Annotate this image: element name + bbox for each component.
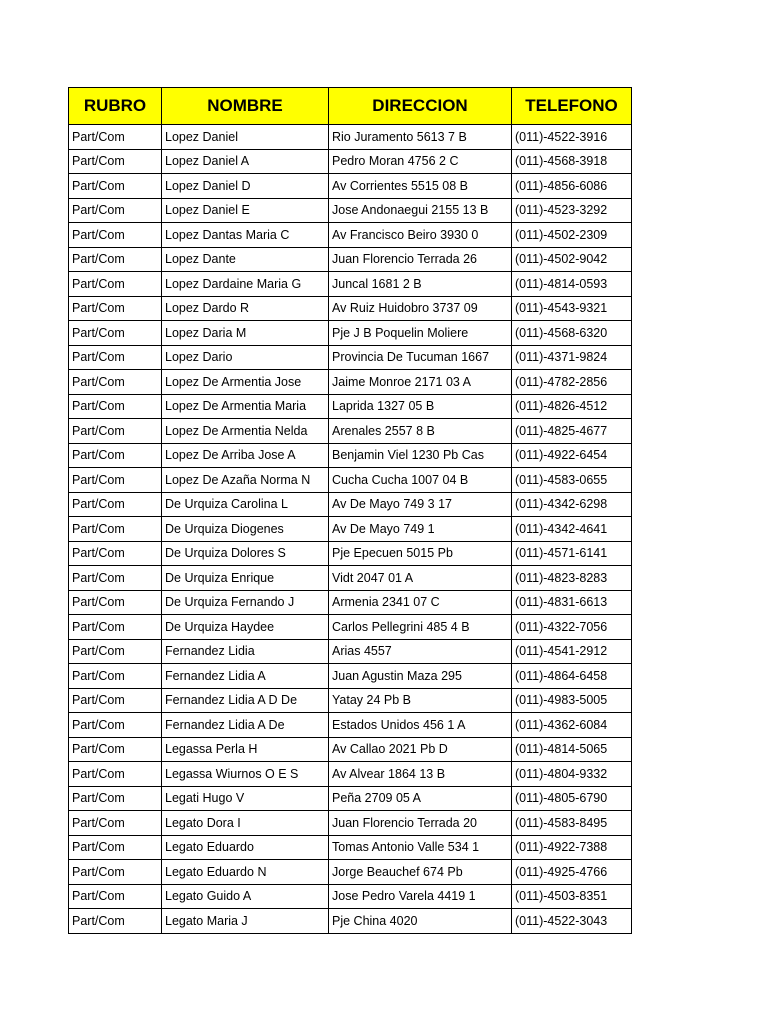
rubro-cell: Part/Com: [69, 590, 162, 615]
rubro-cell: Part/Com: [69, 419, 162, 444]
direccion-cell: Av Alvear 1864 13 B: [329, 762, 512, 787]
nombre-cell: Lopez Dantas Maria C: [162, 223, 329, 248]
direccion-cell: Pje China 4020: [329, 909, 512, 934]
table-row: [69, 566, 632, 591]
nombre-cell: Lopez De Azaña Norma N: [162, 468, 329, 493]
rubro-cell: Part/Com: [69, 394, 162, 419]
telefono-cell: (011)-4322-7056: [512, 615, 632, 640]
nombre-cell: Lopez Daniel A: [162, 149, 329, 174]
rubro-cell: Part/Com: [69, 688, 162, 713]
table-row: [69, 174, 632, 199]
telefono-cell: (011)-4583-8495: [512, 811, 632, 836]
nombre-cell: Legato Guido A: [162, 884, 329, 909]
direccion-cell: Av Francisco Beiro 3930 0: [329, 223, 512, 248]
direccion-cell: Av Callao 2021 Pb D: [329, 737, 512, 762]
header-direccion: DIRECCION: [329, 88, 512, 125]
nombre-cell: Fernandez Lidia: [162, 639, 329, 664]
telefono-cell: (011)-4922-6454: [512, 443, 632, 468]
rubro-cell: Part/Com: [69, 492, 162, 517]
direccion-cell: Pje Epecuen 5015 Pb: [329, 541, 512, 566]
nombre-cell: Lopez Daniel D: [162, 174, 329, 199]
direccion-cell: Av Ruiz Huidobro 3737 09: [329, 296, 512, 321]
table-row: [69, 639, 632, 664]
direccion-cell: Juan Florencio Terrada 26: [329, 247, 512, 272]
nombre-cell: Legato Eduardo: [162, 835, 329, 860]
nombre-cell: Legato Eduardo N: [162, 860, 329, 885]
telefono-cell: (011)-4502-9042: [512, 247, 632, 272]
telefono-cell: (011)-4925-4766: [512, 860, 632, 885]
telefono-cell: (011)-4568-6320: [512, 321, 632, 346]
rubro-cell: Part/Com: [69, 149, 162, 174]
direccion-cell: Arenales 2557 8 B: [329, 419, 512, 444]
direccion-cell: Tomas Antonio Valle 534 1: [329, 835, 512, 860]
table-row: [69, 272, 632, 297]
telefono-cell: (011)-4782-2856: [512, 370, 632, 395]
telefono-cell: (011)-4814-5065: [512, 737, 632, 762]
table-row: [69, 688, 632, 713]
telefono-cell: (011)-4543-9321: [512, 296, 632, 321]
table-row: [69, 443, 632, 468]
rubro-cell: Part/Com: [69, 370, 162, 395]
direccion-cell: Av De Mayo 749 1: [329, 517, 512, 542]
nombre-cell: De Urquiza Diogenes: [162, 517, 329, 542]
direccion-cell: Laprida 1327 05 B: [329, 394, 512, 419]
table-row: [69, 664, 632, 689]
rubro-cell: Part/Com: [69, 541, 162, 566]
rubro-cell: Part/Com: [69, 713, 162, 738]
rubro-cell: Part/Com: [69, 443, 162, 468]
header-telefono: TELEFONO: [512, 88, 632, 125]
rubro-cell: Part/Com: [69, 272, 162, 297]
nombre-cell: De Urquiza Enrique: [162, 566, 329, 591]
telefono-cell: (011)-4804-9332: [512, 762, 632, 787]
direccion-cell: Armenia 2341 07 C: [329, 590, 512, 615]
table-row: [69, 198, 632, 223]
telefono-cell: (011)-4983-5005: [512, 688, 632, 713]
table-row: [69, 811, 632, 836]
nombre-cell: Fernandez Lidia A: [162, 664, 329, 689]
rubro-cell: Part/Com: [69, 762, 162, 787]
direccion-cell: Jaime Monroe 2171 03 A: [329, 370, 512, 395]
direccion-cell: Cucha Cucha 1007 04 B: [329, 468, 512, 493]
direccion-cell: Yatay 24 Pb B: [329, 688, 512, 713]
direccion-cell: Jose Andonaegui 2155 13 B: [329, 198, 512, 223]
rubro-cell: Part/Com: [69, 639, 162, 664]
header-row: [69, 88, 632, 125]
table-row: [69, 345, 632, 370]
direccion-cell: Peña 2709 05 A: [329, 786, 512, 811]
table-row: [69, 370, 632, 395]
telefono-cell: (011)-4362-6084: [512, 713, 632, 738]
telefono-cell: (011)-4831-6613: [512, 590, 632, 615]
nombre-cell: Lopez Dardaine Maria G: [162, 272, 329, 297]
direccion-cell: Estados Unidos 456 1 A: [329, 713, 512, 738]
table-row: [69, 835, 632, 860]
telefono-cell: (011)-4805-6790: [512, 786, 632, 811]
nombre-cell: Lopez De Arriba Jose A: [162, 443, 329, 468]
rubro-cell: Part/Com: [69, 517, 162, 542]
telefono-cell: (011)-4503-8351: [512, 884, 632, 909]
telefono-cell: (011)-4814-0593: [512, 272, 632, 297]
table-row: [69, 860, 632, 885]
table-row: [69, 125, 632, 150]
telefono-cell: (011)-4541-2912: [512, 639, 632, 664]
telefono-cell: (011)-4522-3916: [512, 125, 632, 150]
telefono-cell: (011)-4502-2309: [512, 223, 632, 248]
table-row: [69, 517, 632, 542]
table-row: [69, 223, 632, 248]
telefono-cell: (011)-4826-4512: [512, 394, 632, 419]
rubro-cell: Part/Com: [69, 664, 162, 689]
nombre-cell: Lopez Dardo R: [162, 296, 329, 321]
table-row: [69, 321, 632, 346]
rubro-cell: Part/Com: [69, 860, 162, 885]
nombre-cell: De Urquiza Dolores S: [162, 541, 329, 566]
rubro-cell: Part/Com: [69, 125, 162, 150]
table-body: [69, 125, 632, 934]
nombre-cell: Legato Maria J: [162, 909, 329, 934]
direccion-cell: Jorge Beauchef 674 Pb: [329, 860, 512, 885]
rubro-cell: Part/Com: [69, 909, 162, 934]
table-row: [69, 149, 632, 174]
table-row: [69, 541, 632, 566]
telefono-cell: (011)-4342-4641: [512, 517, 632, 542]
table-row: [69, 468, 632, 493]
table-row: [69, 762, 632, 787]
table-row: [69, 296, 632, 321]
direccion-cell: Pedro Moran 4756 2 C: [329, 149, 512, 174]
table-row: [69, 713, 632, 738]
table-row: [69, 737, 632, 762]
telefono-cell: (011)-4922-7388: [512, 835, 632, 860]
nombre-cell: Lopez Daria M: [162, 321, 329, 346]
nombre-cell: Lopez De Armentia Maria: [162, 394, 329, 419]
nombre-cell: Lopez De Armentia Nelda: [162, 419, 329, 444]
rubro-cell: Part/Com: [69, 737, 162, 762]
direccion-cell: Juan Agustin Maza 295: [329, 664, 512, 689]
table-row: [69, 909, 632, 934]
header-rubro: RUBRO: [69, 88, 162, 125]
table-row: [69, 786, 632, 811]
table-row: [69, 590, 632, 615]
direccion-cell: Rio Juramento 5613 7 B: [329, 125, 512, 150]
direccion-cell: Benjamin Viel 1230 Pb Cas: [329, 443, 512, 468]
nombre-cell: Lopez Dario: [162, 345, 329, 370]
telefono-cell: (011)-4571-6141: [512, 541, 632, 566]
telefono-cell: (011)-4864-6458: [512, 664, 632, 689]
rubro-cell: Part/Com: [69, 296, 162, 321]
direccion-cell: Pje J B Poquelin Moliere: [329, 321, 512, 346]
nombre-cell: Legato Dora I: [162, 811, 329, 836]
rubro-cell: Part/Com: [69, 321, 162, 346]
nombre-cell: Legassa Perla H: [162, 737, 329, 762]
telefono-cell: (011)-4823-8283: [512, 566, 632, 591]
nombre-cell: De Urquiza Fernando J: [162, 590, 329, 615]
rubro-cell: Part/Com: [69, 884, 162, 909]
nombre-cell: Fernandez Lidia A De: [162, 713, 329, 738]
telefono-cell: (011)-4856-6086: [512, 174, 632, 199]
directory-table: [68, 87, 632, 934]
telefono-cell: (011)-4583-0655: [512, 468, 632, 493]
rubro-cell: Part/Com: [69, 811, 162, 836]
nombre-cell: Legassa Wiurnos O E S: [162, 762, 329, 787]
telefono-cell: (011)-4342-6298: [512, 492, 632, 517]
table-row: [69, 884, 632, 909]
nombre-cell: Lopez Daniel: [162, 125, 329, 150]
telefono-cell: (011)-4568-3918: [512, 149, 632, 174]
telefono-cell: (011)-4825-4677: [512, 419, 632, 444]
rubro-cell: Part/Com: [69, 223, 162, 248]
table-row: [69, 247, 632, 272]
rubro-cell: Part/Com: [69, 247, 162, 272]
rubro-cell: Part/Com: [69, 786, 162, 811]
direccion-cell: Arias 4557: [329, 639, 512, 664]
table-row: [69, 615, 632, 640]
direccion-cell: Juan Florencio Terrada 20: [329, 811, 512, 836]
rubro-cell: Part/Com: [69, 198, 162, 223]
direccion-cell: Jose Pedro Varela 4419 1: [329, 884, 512, 909]
nombre-cell: De Urquiza Haydee: [162, 615, 329, 640]
telefono-cell: (011)-4523-3292: [512, 198, 632, 223]
telefono-cell: (011)-4371-9824: [512, 345, 632, 370]
rubro-cell: Part/Com: [69, 566, 162, 591]
nombre-cell: Lopez De Armentia Jose: [162, 370, 329, 395]
direccion-cell: Av De Mayo 749 3 17: [329, 492, 512, 517]
nombre-cell: De Urquiza Carolina L: [162, 492, 329, 517]
rubro-cell: Part/Com: [69, 615, 162, 640]
direccion-cell: Provincia De Tucuman 1667: [329, 345, 512, 370]
table-row: [69, 492, 632, 517]
telefono-cell: (011)-4522-3043: [512, 909, 632, 934]
rubro-cell: Part/Com: [69, 345, 162, 370]
table-row: [69, 394, 632, 419]
direccion-cell: Carlos Pellegrini 485 4 B: [329, 615, 512, 640]
nombre-cell: Lopez Daniel E: [162, 198, 329, 223]
rubro-cell: Part/Com: [69, 468, 162, 493]
nombre-cell: Fernandez Lidia A D De: [162, 688, 329, 713]
rubro-cell: Part/Com: [69, 835, 162, 860]
direccion-cell: Juncal 1681 2 B: [329, 272, 512, 297]
direccion-cell: Vidt 2047 01 A: [329, 566, 512, 591]
table-row: [69, 419, 632, 444]
direccion-cell: Av Corrientes 5515 08 B: [329, 174, 512, 199]
nombre-cell: Legati Hugo V: [162, 786, 329, 811]
nombre-cell: Lopez Dante: [162, 247, 329, 272]
rubro-cell: Part/Com: [69, 174, 162, 199]
header-nombre: NOMBRE: [162, 88, 329, 125]
